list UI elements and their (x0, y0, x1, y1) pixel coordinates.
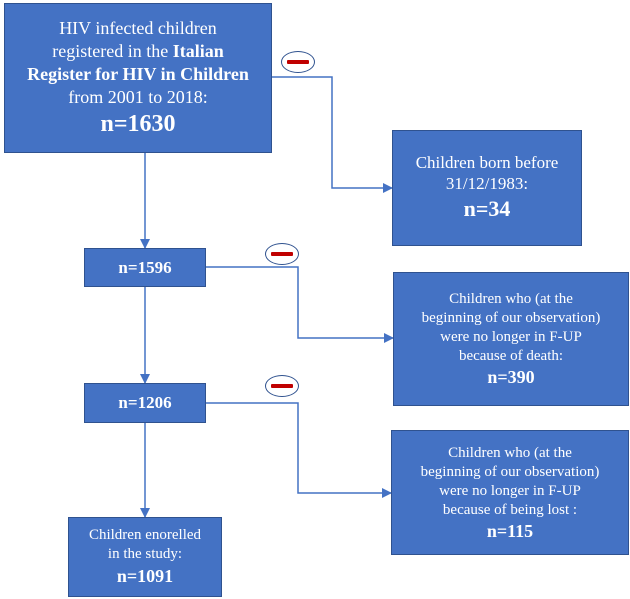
lost-line-4: because of being lost : (442, 501, 578, 518)
source-count: n=1630 (100, 111, 176, 137)
death-line-2: beginning of our observation) (421, 310, 601, 326)
step-1596-count: n=1596 (118, 257, 172, 277)
source-line-1: HIV infected children (59, 18, 217, 38)
enrolled-line-2: in the study: (107, 546, 183, 562)
minus-icon (265, 243, 299, 265)
minus-icon (281, 51, 315, 73)
arrow-source-to-born-before (272, 77, 392, 188)
enrolled-line-1: Children enorelled (88, 527, 202, 543)
excluded-lost-box (391, 430, 629, 555)
born-before-line-1: Children born before (415, 153, 559, 172)
step-1596-box (84, 248, 206, 287)
arrow-1596-to-death (206, 267, 393, 338)
source-line-2-bold: Italian (172, 41, 224, 61)
step-1206-box (84, 383, 206, 423)
born-before-count: n=34 (463, 196, 511, 221)
source-line-2 (52, 40, 223, 63)
lost-line-3: were no longer in F-UP (439, 482, 581, 499)
death-line-3: were no longer in F-UP (440, 329, 582, 345)
arrow-1206-to-lost (206, 403, 391, 493)
born-before-line-2: 31/12/1983: (445, 174, 529, 193)
lost-line-1: Children who (at the (448, 444, 572, 461)
step-1206-count: n=1206 (118, 393, 172, 412)
excluded-born-before-box (392, 130, 582, 246)
source-line-4: from 2001 to 2018: (68, 87, 208, 107)
enrolled-count: n=1091 (116, 566, 174, 586)
death-count: n=390 (487, 367, 535, 387)
lost-line-2: beginning of our observation) (420, 463, 600, 480)
death-line-4: because of death: (458, 348, 564, 364)
enrolled-box (68, 517, 222, 597)
source-box (4, 3, 272, 153)
source-line-2-regular: registered in the (52, 41, 173, 61)
minus-icon (265, 375, 299, 397)
lost-count: n=115 (486, 520, 534, 541)
source-line-3: Register for HIV in Children (27, 64, 249, 84)
death-line-1: Children who (at the (449, 291, 573, 307)
excluded-death-box (393, 272, 629, 406)
